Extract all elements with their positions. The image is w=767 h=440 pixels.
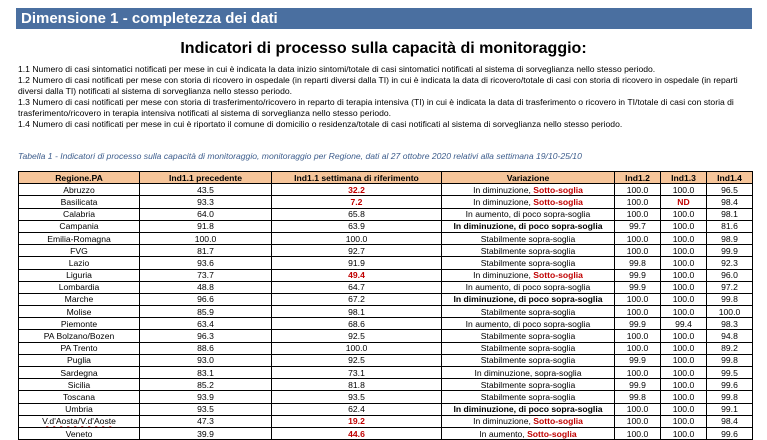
cell-ind14: 99.5 bbox=[707, 367, 753, 379]
cell-ind12: 99.8 bbox=[615, 257, 661, 269]
cell-ind14: 81.6 bbox=[707, 220, 753, 232]
table-row bbox=[19, 306, 753, 318]
cell-ind11-curr: 49.4 bbox=[272, 269, 442, 281]
cell-ind11-prev: 96.3 bbox=[140, 330, 272, 342]
cell-variazione bbox=[442, 415, 615, 427]
cell-ind11-curr: 91.9 bbox=[272, 257, 442, 269]
cell-ind12: 100.0 bbox=[615, 330, 661, 342]
cell-ind11-prev: 85.9 bbox=[140, 306, 272, 318]
cell-ind13: 100.0 bbox=[661, 232, 707, 244]
cell-ind14: 99.8 bbox=[707, 293, 753, 305]
cell-ind14: 98.4 bbox=[707, 196, 753, 208]
variazione-text: In diminuzione, di poco sopra-soglia bbox=[453, 221, 603, 232]
cell-ind13: 100.0 bbox=[661, 367, 707, 379]
sotto-soglia-flag: Sotto-soglia bbox=[533, 196, 583, 207]
cell-ind14: 98.3 bbox=[707, 318, 753, 330]
cell-ind12: 100.0 bbox=[615, 184, 661, 196]
cell-ind12: 99.8 bbox=[615, 391, 661, 403]
cell-ind12: 99.9 bbox=[615, 318, 661, 330]
variazione-text: Stabilmente sopra-soglia bbox=[480, 343, 576, 354]
cell-ind13: 100.0 bbox=[661, 281, 707, 293]
sotto-soglia-flag: Sotto-soglia bbox=[533, 270, 583, 281]
cell-ind12: 100.0 bbox=[615, 232, 661, 244]
cell-ind11-prev: 88.6 bbox=[140, 342, 272, 354]
table-row bbox=[19, 281, 753, 293]
cell-ind11-prev: 64.0 bbox=[140, 208, 272, 220]
cell-ind12: 100.0 bbox=[615, 367, 661, 379]
cell-ind14: 98.4 bbox=[707, 415, 753, 427]
cell-ind11-prev: 63.4 bbox=[140, 318, 272, 330]
cell-ind14: 98.9 bbox=[707, 232, 753, 244]
cell-ind11-prev: 96.6 bbox=[140, 293, 272, 305]
cell-variazione bbox=[442, 257, 615, 269]
table-body bbox=[19, 184, 753, 440]
cell-variazione bbox=[442, 184, 615, 196]
table-caption: Tabella 1 - Indicatori di processo sulla capacità di monitoraggio, monitoraggio per Regione, dati al 27 ottobre 2020 relativi alla settimana 19/10-25/10 bbox=[18, 151, 582, 161]
cell-ind11-curr: 65.8 bbox=[272, 208, 442, 220]
variazione-text: Stabilmente sopra-soglia bbox=[480, 306, 576, 317]
indicators-table bbox=[18, 171, 753, 440]
cell-ind12: 100.0 bbox=[615, 245, 661, 257]
cell-ind11-curr: 100.0 bbox=[272, 342, 442, 354]
cell-ind13: 100.0 bbox=[661, 257, 707, 269]
variazione-text: In aumento, di poco sopra-soglia bbox=[465, 318, 591, 329]
cell-ind13: 100.0 bbox=[661, 415, 707, 427]
variazione-text: Stabilmente sopra-soglia bbox=[480, 379, 576, 390]
table-row bbox=[19, 379, 753, 391]
cell-region: Molise bbox=[19, 306, 140, 318]
cell-ind11-prev: 93.0 bbox=[140, 354, 272, 366]
cell-variazione bbox=[442, 403, 615, 415]
cell-ind13: 100.0 bbox=[661, 391, 707, 403]
variazione-text: In aumento, bbox=[479, 428, 528, 439]
definition-1-3: 1.3 Numero di casi notificati per mese con storia di trasferimento/ricovero in reparto di terapia intensiva (TI) in cui è indicata la data di trasferimento o ricovero in TI/totale di casi con storia di trasferimento/ricovero in terapia intensiva notificati al sistema di sorveglianza nello stesso periodo. bbox=[18, 96, 734, 118]
table-row bbox=[19, 245, 753, 257]
cell-ind13: 100.0 bbox=[661, 330, 707, 342]
cell-ind14: 98.1 bbox=[707, 208, 753, 220]
cell-region: Sardegna bbox=[19, 367, 140, 379]
cell-variazione bbox=[442, 354, 615, 366]
variazione-text: In diminuzione, bbox=[473, 270, 534, 281]
cell-variazione bbox=[442, 220, 615, 232]
cell-region: Campania bbox=[19, 220, 140, 232]
cell-region: Umbria bbox=[19, 403, 140, 415]
table-row bbox=[19, 257, 753, 269]
cell-region: Puglia bbox=[19, 354, 140, 366]
variazione-text: In diminuzione, di poco sopra-soglia bbox=[453, 294, 603, 305]
cell-ind11-prev: 73.7 bbox=[140, 269, 272, 281]
cell-ind11-curr: 7.2 bbox=[272, 196, 442, 208]
cell-ind14: 99.9 bbox=[707, 245, 753, 257]
cell-variazione bbox=[442, 330, 615, 342]
cell-ind13: 99.4 bbox=[661, 318, 707, 330]
variazione-text: Stabilmente sopra-soglia bbox=[480, 391, 576, 402]
cell-ind11-prev: 48.8 bbox=[140, 281, 272, 293]
cell-region: Piemonte bbox=[19, 318, 140, 330]
cell-ind14: 96.0 bbox=[707, 269, 753, 281]
cell-ind14: 99.6 bbox=[707, 379, 753, 391]
cell-ind11-prev: 43.5 bbox=[140, 184, 272, 196]
cell-ind11-curr: 32.2 bbox=[272, 184, 442, 196]
table-row bbox=[19, 220, 753, 232]
variazione-text: In diminuzione, sopra-soglia bbox=[474, 367, 582, 378]
cell-ind14: 99.1 bbox=[707, 403, 753, 415]
cell-ind11-curr: 19.2 bbox=[272, 415, 442, 427]
cell-variazione bbox=[442, 318, 615, 330]
cell-ind13: 100.0 bbox=[661, 184, 707, 196]
table-row bbox=[19, 330, 753, 342]
variazione-text: Stabilmente sopra-soglia bbox=[480, 245, 576, 256]
cell-region: Sicilia bbox=[19, 379, 140, 391]
cell-ind11-prev: 39.9 bbox=[140, 427, 272, 439]
cell-ind12: 99.9 bbox=[615, 354, 661, 366]
cell-variazione bbox=[442, 342, 615, 354]
cell-region: Toscana bbox=[19, 391, 140, 403]
cell-ind11-prev: 100.0 bbox=[140, 232, 272, 244]
cell-ind12: 99.7 bbox=[615, 220, 661, 232]
cell-region: PA Trento bbox=[19, 342, 140, 354]
cell-variazione bbox=[442, 293, 615, 305]
cell-ind11-curr: 93.5 bbox=[272, 391, 442, 403]
table-row bbox=[19, 208, 753, 220]
section-header: Dimensione 1 - completezza dei dati bbox=[16, 8, 752, 29]
cell-ind11-prev: 85.2 bbox=[140, 379, 272, 391]
cell-variazione bbox=[442, 367, 615, 379]
variazione-text: In diminuzione, bbox=[473, 196, 534, 207]
variazione-text: In diminuzione, di poco sopra-soglia bbox=[453, 404, 603, 415]
cell-ind11-curr: 44.6 bbox=[272, 427, 442, 439]
cell-ind12: 100.0 bbox=[615, 415, 661, 427]
cell-variazione bbox=[442, 281, 615, 293]
cell-variazione bbox=[442, 232, 615, 244]
cell-ind13: 100.0 bbox=[661, 354, 707, 366]
col-header-ind11-prev: Ind1.1 precedente bbox=[140, 172, 272, 184]
variazione-text: Stabilmente sopra-soglia bbox=[480, 355, 576, 366]
variazione-text: In diminuzione, bbox=[473, 416, 534, 427]
cell-ind13: 100.0 bbox=[661, 220, 707, 232]
cell-ind11-prev: 93.9 bbox=[140, 391, 272, 403]
variazione-text: In aumento, di poco sopra-soglia bbox=[465, 209, 591, 220]
cell-ind13: ND bbox=[661, 196, 707, 208]
cell-ind11-prev: 93.6 bbox=[140, 257, 272, 269]
cell-variazione bbox=[442, 208, 615, 220]
cell-ind12: 99.9 bbox=[615, 379, 661, 391]
cell-ind11-curr: 92.7 bbox=[272, 245, 442, 257]
cell-region: Emilia-Romagna bbox=[19, 232, 140, 244]
cell-region: FVG bbox=[19, 245, 140, 257]
cell-ind14: 97.2 bbox=[707, 281, 753, 293]
cell-ind13: 100.0 bbox=[661, 306, 707, 318]
cell-variazione bbox=[442, 427, 615, 439]
indicator-definitions bbox=[18, 64, 753, 129]
page-title: Indicatori di processo sulla capacità di monitoraggio: bbox=[180, 40, 587, 57]
definition-1-2: 1.2 Numero di casi notificati per mese con storia di ricovero in ospedale (in reparti diversi dalla TI) in cui è indicata la data di ricovero/totale di casi con storia di ricovero in ospedale (in reparti diversi dalla TI) notificati al sistema di sorveglianza nello stesso periodo. bbox=[18, 74, 738, 96]
cell-ind14: 100.0 bbox=[707, 306, 753, 318]
cell-variazione bbox=[442, 269, 615, 281]
table-row bbox=[19, 196, 753, 208]
col-header-ind12: Ind1.2 bbox=[615, 172, 661, 184]
variazione-text: Stabilmente sopra-soglia bbox=[480, 233, 576, 244]
variazione-text: In aumento, di poco sopra-soglia bbox=[465, 282, 591, 293]
cell-ind14: 89.2 bbox=[707, 342, 753, 354]
table-row bbox=[19, 318, 753, 330]
cell-ind13: 100.0 bbox=[661, 208, 707, 220]
cell-ind11-prev: 83.1 bbox=[140, 367, 272, 379]
cell-variazione bbox=[442, 306, 615, 318]
table-row bbox=[19, 427, 753, 439]
col-header-ind14: Ind1.4 bbox=[707, 172, 753, 184]
table-row bbox=[19, 342, 753, 354]
cell-ind11-curr: 98.1 bbox=[272, 306, 442, 318]
cell-ind13: 100.0 bbox=[661, 245, 707, 257]
table-row bbox=[19, 415, 753, 427]
variazione-text: Stabilmente sopra-soglia bbox=[480, 331, 576, 342]
sotto-soglia-flag: Sotto-soglia bbox=[533, 184, 583, 195]
cell-variazione bbox=[442, 391, 615, 403]
table-row bbox=[19, 293, 753, 305]
table-header-row bbox=[19, 172, 753, 184]
cell-ind13: 100.0 bbox=[661, 403, 707, 415]
cell-ind11-curr: 92.5 bbox=[272, 330, 442, 342]
cell-region: PA Bolzano/Bozen bbox=[19, 330, 140, 342]
table-row bbox=[19, 367, 753, 379]
table-row bbox=[19, 184, 753, 196]
table-row bbox=[19, 232, 753, 244]
cell-ind11-prev: 47.3 bbox=[140, 415, 272, 427]
table-row bbox=[19, 391, 753, 403]
cell-ind11-prev: 93.3 bbox=[140, 196, 272, 208]
cell-region: Veneto bbox=[19, 427, 140, 439]
cell-ind12: 100.0 bbox=[615, 208, 661, 220]
table-row bbox=[19, 354, 753, 366]
table-row bbox=[19, 269, 753, 281]
cell-ind12: 100.0 bbox=[615, 306, 661, 318]
cell-ind12: 100.0 bbox=[615, 427, 661, 439]
cell-ind14: 96.5 bbox=[707, 184, 753, 196]
col-header-variazione: Variazione bbox=[442, 172, 615, 184]
cell-ind11-curr: 67.2 bbox=[272, 293, 442, 305]
table-row bbox=[19, 403, 753, 415]
cell-ind12: 100.0 bbox=[615, 196, 661, 208]
cell-region: Lombardia bbox=[19, 281, 140, 293]
cell-variazione bbox=[442, 196, 615, 208]
cell-ind14: 99.6 bbox=[707, 427, 753, 439]
cell-ind13: 100.0 bbox=[661, 269, 707, 281]
cell-ind12: 100.0 bbox=[615, 293, 661, 305]
cell-ind12: 99.9 bbox=[615, 269, 661, 281]
cell-region: Lazio bbox=[19, 257, 140, 269]
definition-1-1: 1.1 Numero di casi sintomatici notificati per mese in cui è indicata la data inizio sintomi/totale di casi sintomatici notificati al sistema di sorveglianza nello stesso periodo. bbox=[18, 64, 656, 74]
cell-ind12: 99.9 bbox=[615, 281, 661, 293]
cell-ind13: 100.0 bbox=[661, 342, 707, 354]
cell-ind11-curr: 64.7 bbox=[272, 281, 442, 293]
cell-ind14: 99.8 bbox=[707, 391, 753, 403]
cell-region: V.d'Aosta/V.d'Aoste bbox=[19, 415, 140, 427]
cell-region: Calabria bbox=[19, 208, 140, 220]
definition-1-4: 1.4 Numero di casi notificati per mese in cui è riportato il comune di domicilio o residenza/totale di casi notificati al sistema di sorveglianza nello stesso periodo. bbox=[18, 118, 623, 129]
cell-ind11-curr: 92.5 bbox=[272, 354, 442, 366]
cell-ind12: 100.0 bbox=[615, 403, 661, 415]
sotto-soglia-flag: Sotto-soglia bbox=[527, 428, 577, 439]
col-header-ind13: Ind1.3 bbox=[661, 172, 707, 184]
cell-region: Liguria bbox=[19, 269, 140, 281]
cell-ind11-prev: 91.8 bbox=[140, 220, 272, 232]
cell-variazione bbox=[442, 379, 615, 391]
cell-ind14: 94.8 bbox=[707, 330, 753, 342]
cell-ind14: 99.8 bbox=[707, 354, 753, 366]
cell-ind11-curr: 68.6 bbox=[272, 318, 442, 330]
cell-ind11-curr: 100.0 bbox=[272, 232, 442, 244]
cell-ind13: 100.0 bbox=[661, 293, 707, 305]
cell-ind11-curr: 63.9 bbox=[272, 220, 442, 232]
cell-ind13: 100.0 bbox=[661, 427, 707, 439]
cell-ind11-curr: 73.1 bbox=[272, 367, 442, 379]
cell-ind11-prev: 93.5 bbox=[140, 403, 272, 415]
cell-region: Basilicata bbox=[19, 196, 140, 208]
cell-region: Abruzzo bbox=[19, 184, 140, 196]
sotto-soglia-flag: Sotto-soglia bbox=[533, 416, 583, 427]
cell-variazione bbox=[442, 245, 615, 257]
cell-ind11-curr: 62.4 bbox=[272, 403, 442, 415]
cell-ind12: 100.0 bbox=[615, 342, 661, 354]
col-header-ind11-curr: Ind1.1 settimana di riferimento bbox=[272, 172, 442, 184]
col-header-region: Regione.PA bbox=[19, 172, 140, 184]
cell-ind11-prev: 81.7 bbox=[140, 245, 272, 257]
variazione-text: Stabilmente sopra-soglia bbox=[480, 257, 576, 268]
cell-ind11-curr: 81.8 bbox=[272, 379, 442, 391]
cell-region: Marche bbox=[19, 293, 140, 305]
cell-ind13: 100.0 bbox=[661, 379, 707, 391]
cell-ind14: 92.3 bbox=[707, 257, 753, 269]
variazione-text: In diminuzione, bbox=[473, 184, 534, 195]
